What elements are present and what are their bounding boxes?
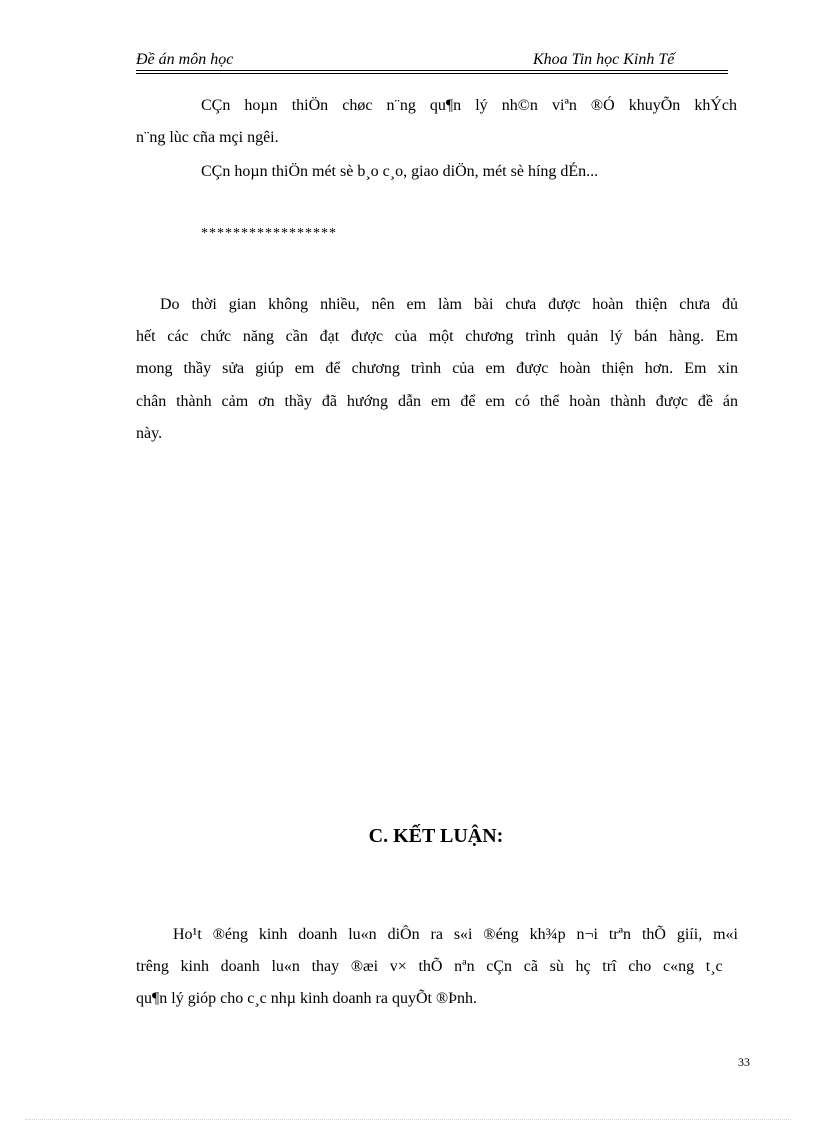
section-title: C. KẾT LUẬN: (368, 825, 504, 847)
closing-line-3: mong thầy sửa giúp em để chương trình của em được hoàn thiện hơn. Em xin (136, 360, 738, 377)
page-bottom-border (25, 1119, 791, 1120)
header-rule-double (136, 73, 728, 74)
page-number: 33 (738, 1055, 750, 1069)
separator: ***************** (201, 226, 337, 241)
closing-line-1: Do thời gian không nhiều, nên em làm bài chưa được hoàn thiện chưa đủ (160, 296, 738, 313)
header-left: Đề án môn học (136, 51, 234, 68)
conclusion-line-3: qu¶n lý gióp cho c¸c nhµ kinh doanh ra quyÕt ®Þnh. (136, 990, 478, 1007)
closing-line-2: hết các chức năng cần đạt được của một chương trình quản lý bán hàng. Em (136, 328, 738, 345)
top-block-line-3: CÇn hoµn thiÖn mét sè b¸o c¸o, giao diÖn, mét sè híng dÉn... (201, 163, 599, 180)
closing-line-4: chân thành cảm ơn thầy đã hướng dẫn em để em có thể hoàn thành được đề án (136, 393, 738, 410)
header-rule (136, 70, 728, 71)
header-right: Khoa Tin học Kinh Tế (533, 51, 675, 68)
top-block-line-2: n¨ng lùc cña mçi ngêi. (136, 129, 279, 146)
conclusion-line-1: Ho¹t ®éng kinh doanh lu«n diÔn ra s«i ®éng kh¾p n¬i trªn thÕ giíi, m«i (173, 926, 738, 943)
closing-line-5: này. (136, 425, 163, 442)
conclusion-line-2: trêng kinh doanh lu«n thay ®æi v× thÕ nªn cÇn cã sù hç trî cho c«ng t¸c (136, 958, 723, 975)
top-block-line-1: CÇn hoµn thiÖn chøc n¨ng qu¶n lý nh©n viªn ®Ó khuyÕn khÝch (201, 97, 737, 114)
